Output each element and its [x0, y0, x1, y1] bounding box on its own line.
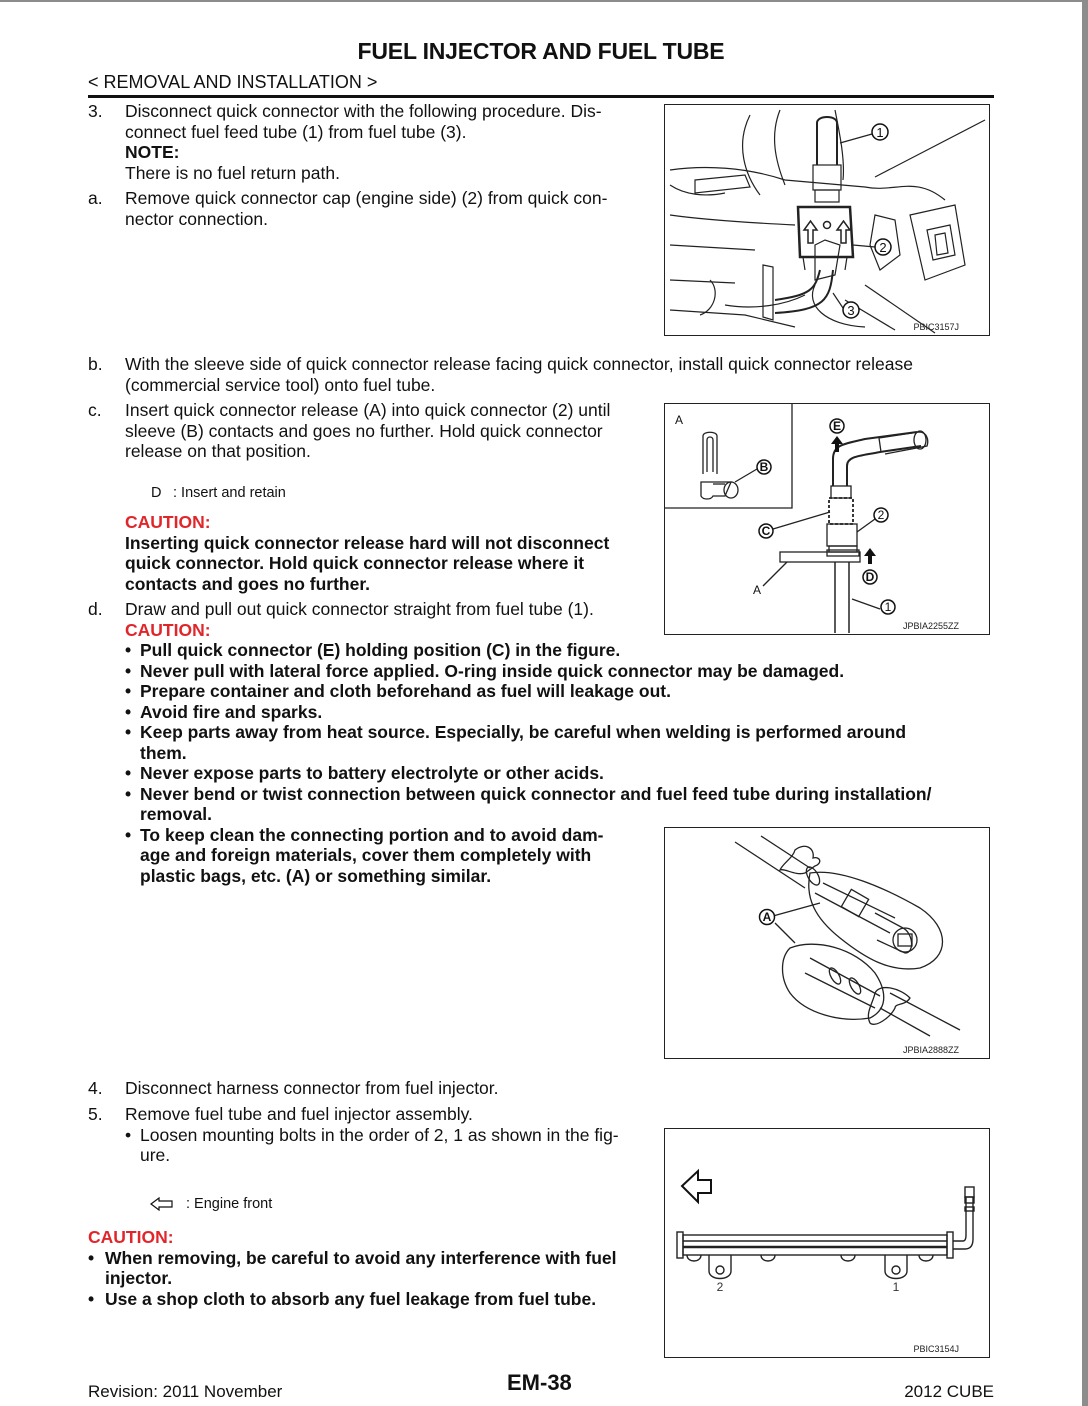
legend-text: : Engine front — [186, 1196, 273, 1212]
step-letter: b. — [88, 354, 103, 374]
callout-2: 2 — [877, 508, 885, 522]
figure-plastic-bag-cover — [664, 827, 990, 1059]
plastic-bag-illustration — [665, 828, 988, 1057]
legend-key: D — [151, 485, 162, 501]
caution-bullet: • Keep parts away from heat source. Especially, be careful when welding is performed around them. — [125, 722, 907, 763]
caution-bullet: • Never bend or twist connection between quick connector and fuel feed tube during installation/ removal. — [125, 783, 932, 824]
callout-c: C — [761, 524, 771, 538]
figure-id: JPBIA2255ZZ — [902, 621, 959, 631]
figure-quick-connector-release — [664, 403, 990, 635]
step-text-line: sleeve (B) contacts and goes no further. Hold quick connector — [125, 420, 603, 441]
caution-text-line: Inserting quick connector release hard will not disconnect — [125, 532, 610, 553]
inset-label: A — [674, 413, 684, 427]
step-letter: d. — [88, 599, 103, 619]
step-text-line: connect fuel feed tube (1) from fuel tube (3). — [125, 121, 467, 142]
caution-label: CAUTION: — [125, 619, 211, 640]
step-text-line: Remove fuel tube and fuel injector assembly. — [125, 1104, 473, 1124]
step-bullet: • Loosen mounting bolts in the order of 2, 1 as shown in the fig- ure. — [125, 1124, 619, 1165]
caution-label: CAUTION: — [88, 1227, 174, 1247]
legend-text: : Insert and retain — [173, 485, 286, 501]
page-number: EM-38 — [507, 1370, 572, 1395]
step-text-line: Disconnect harness connector from fuel injector. — [125, 1078, 499, 1098]
bolt-label-1: 1 — [892, 1280, 900, 1294]
step-number: 3. — [88, 101, 103, 121]
step-text-line: With the sleeve side of quick connector release facing quick connector, install quick connector release — [125, 354, 913, 374]
figure-id: PBIC3154J — [913, 1344, 959, 1354]
vehicle-model: 2012 CUBE — [904, 1382, 994, 1401]
revision-date: Revision: 2011 November — [88, 1382, 283, 1401]
engine-front-arrow-icon — [150, 1197, 174, 1211]
caution-bullet: • To keep clean the connecting portion and to avoid dam- age and foreign materials, cover them completely with plastic bags, etc. (A) or something similar. — [125, 824, 604, 886]
quick-connector-illustration — [665, 105, 988, 334]
callout-3: 3 — [847, 303, 855, 318]
connector-release-illustration — [665, 404, 988, 633]
figure-id: JPBIA2888ZZ — [902, 1045, 959, 1055]
caution-text-line: quick connector. Hold quick connector release where it — [125, 553, 585, 573]
figure-id: PBIC3157J — [913, 322, 959, 332]
step-text-line: Draw and pull out quick connector straight from fuel tube (1). — [125, 599, 594, 619]
callout-a: A — [762, 910, 772, 924]
step-text-line: nector connection. — [125, 208, 269, 229]
callout-e: E — [832, 419, 842, 433]
callout-b: B — [759, 460, 769, 474]
note-text: There is no fuel return path. — [125, 162, 340, 183]
callout-1: 1 — [884, 600, 892, 614]
tool-label: A — [752, 583, 762, 597]
step-number: 5. — [88, 1104, 103, 1124]
caution-label: CAUTION: — [125, 512, 211, 532]
caution-bullet: • When removing, be careful to avoid any interference with fuel injector. — [88, 1247, 617, 1288]
figure-fuel-tube-bolt-order — [664, 1128, 990, 1358]
step-letter: c. — [88, 400, 102, 420]
fuel-tube-illustration — [665, 1129, 988, 1356]
section-breadcrumb: < REMOVAL AND INSTALLATION > — [88, 72, 378, 92]
step-number: 4. — [88, 1078, 103, 1098]
step-text-line: release on that position. — [125, 441, 311, 461]
step-letter: a. — [88, 188, 103, 208]
step-text-line: Disconnect quick connector with the following procedure. Dis- — [125, 101, 602, 121]
step-text-line: (commercial service tool) onto fuel tube. — [125, 374, 436, 395]
header-rule — [88, 95, 994, 98]
page-title: FUEL INJECTOR AND FUEL TUBE — [357, 38, 725, 64]
step-text-line: Insert quick connector release (A) into quick connector (2) until — [125, 400, 611, 420]
callout-2: 2 — [879, 240, 887, 255]
callout-1: 1 — [876, 125, 884, 140]
bolt-label-2: 2 — [716, 1280, 724, 1294]
figure-quick-connector-cap — [664, 104, 990, 336]
callout-d: D — [865, 570, 875, 584]
caution-text-line: contacts and goes no further. — [125, 573, 371, 594]
note-label: NOTE: — [125, 142, 180, 162]
step-text-line: Remove quick connector cap (engine side) (2) from quick con- — [125, 188, 608, 208]
